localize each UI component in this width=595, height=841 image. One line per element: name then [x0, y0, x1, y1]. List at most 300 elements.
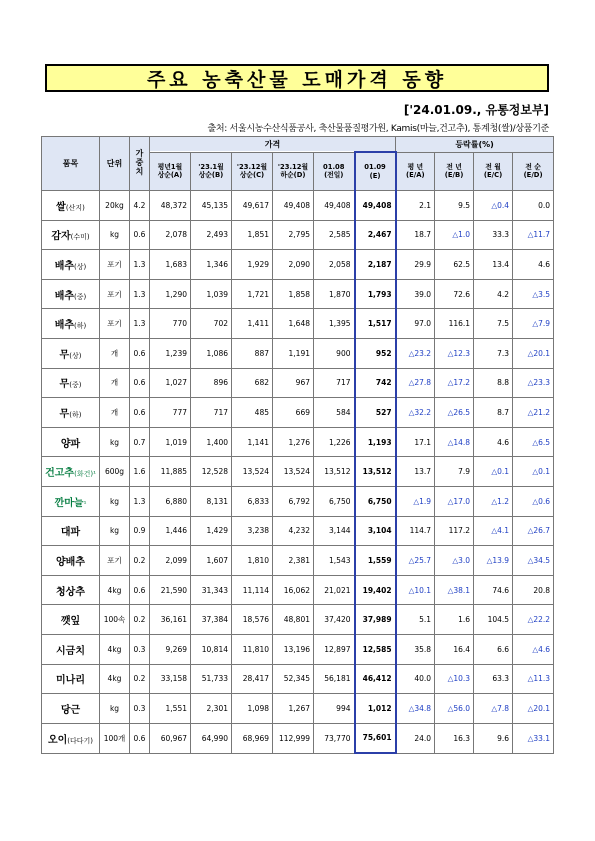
item-name [42, 694, 100, 724]
header-price-col-1-line1: '23.1월 [198, 162, 224, 171]
rate-cell: 63.3 [474, 664, 513, 694]
item-name-text: 당근 [60, 704, 81, 716]
header-price-col-2-line2: 상순(C) [239, 171, 265, 180]
price-cell: 46,412 [355, 664, 396, 694]
item-unit: kg [100, 220, 130, 250]
price-cell: 12,585 [355, 634, 396, 664]
header-price-col-4-line2: (전일) [324, 171, 344, 180]
rate-cell: △7.9 [513, 309, 554, 339]
price-cell: 28,417 [232, 664, 273, 694]
header-price-col-3 [273, 152, 314, 191]
rate-cell: 114.7 [396, 516, 435, 546]
header-price-col-3-line1: '23.12월 [277, 162, 309, 171]
price-cell: 702 [191, 309, 232, 339]
price-cell: 2,301 [191, 694, 232, 724]
header-rate-col-2-line2: (E/C) [483, 171, 503, 180]
price-cell: 31,343 [191, 575, 232, 605]
price-cell: 1,191 [273, 338, 314, 368]
price-cell: 12,528 [191, 457, 232, 487]
price-cell: 742 [355, 368, 396, 398]
price-cell: 1,027 [150, 368, 191, 398]
rate-cell: 72.6 [435, 279, 474, 309]
table-row [42, 368, 554, 398]
rate-cell: 35.8 [396, 634, 435, 664]
rate-cell: 6.6 [474, 634, 513, 664]
price-cell: 68,969 [232, 723, 273, 753]
price-cell: 1,929 [232, 250, 273, 280]
rate-cell: △25.7 [396, 546, 435, 576]
price-cell: 52,345 [273, 664, 314, 694]
table-row [42, 457, 554, 487]
item-weight: 1.3 [130, 486, 150, 516]
item-name [42, 398, 100, 428]
page-title: 주요 농축산물 도매가격 동향 [146, 68, 448, 91]
price-cell: 13,524 [232, 457, 273, 487]
price-cell: 6,750 [314, 486, 355, 516]
price-cell: 1,012 [355, 694, 396, 724]
rate-cell: △0.1 [513, 457, 554, 487]
price-cell: 994 [314, 694, 355, 724]
price-cell: 770 [150, 309, 191, 339]
header-price-col-4-line1: 01.08 [323, 162, 345, 171]
item-name-text: 건고추 [45, 468, 75, 480]
header-rate-col-1-line2: (E/B) [444, 171, 464, 180]
rate-cell: 117.2 [435, 516, 474, 546]
source-note: 출처: 서울시농수산식품공사, 축산물품질평가원, Kamis(마늘,건고추), 통계청(쌀)/상품기준 [207, 124, 549, 134]
table-row [42, 723, 554, 753]
item-weight: 0.6 [130, 575, 150, 605]
header-price-col-0-line1: 평년1월 [157, 162, 183, 171]
rate-cell: △21.2 [513, 398, 554, 428]
rate-cell: 40.0 [396, 664, 435, 694]
rate-cell: △22.2 [513, 605, 554, 635]
price-cell: 2,585 [314, 220, 355, 250]
item-qualifier: (상) [74, 262, 87, 271]
price-cell: 45,135 [191, 191, 232, 221]
item-name-text: 무 [59, 379, 70, 391]
item-name [42, 279, 100, 309]
item-name-text: 배추 [54, 290, 75, 302]
item-weight: 0.2 [130, 605, 150, 635]
item-name [42, 605, 100, 635]
header-price-col-1 [191, 152, 232, 191]
price-cell: 13,512 [355, 457, 396, 487]
price-cell: 1,517 [355, 309, 396, 339]
rate-cell: △26.7 [513, 516, 554, 546]
item-name-text: 미나리 [56, 675, 85, 687]
table-row [42, 605, 554, 635]
rate-cell: △0.6 [513, 486, 554, 516]
price-cell: 1,543 [314, 546, 355, 576]
title-box [45, 64, 549, 92]
price-cell: 48,801 [273, 605, 314, 635]
item-unit: 4kg [100, 634, 130, 664]
table-row [42, 279, 554, 309]
item-unit: kg [100, 694, 130, 724]
header-rate-col-3-line1: 전 순 [525, 162, 541, 171]
price-cell: 1,683 [150, 250, 191, 280]
price-cell: 777 [150, 398, 191, 428]
rate-cell: △10.1 [396, 575, 435, 605]
price-cell: 10,814 [191, 634, 232, 664]
header-price-col-5-line1: 01.09 [364, 163, 386, 172]
table-row [42, 191, 554, 221]
item-name [42, 575, 100, 605]
header-price-col-0 [150, 152, 191, 191]
price-cell: 967 [273, 368, 314, 398]
item-weight: 0.6 [130, 723, 150, 753]
table-row [42, 486, 554, 516]
price-cell: 8,131 [191, 486, 232, 516]
rate-cell: 0.0 [513, 191, 554, 221]
item-unit: 개 [100, 368, 130, 398]
price-cell: 1,039 [191, 279, 232, 309]
rate-cell: △20.1 [513, 338, 554, 368]
item-name [42, 486, 100, 516]
price-cell: 1,429 [191, 516, 232, 546]
item-name [42, 634, 100, 664]
header-item: 품목 [42, 137, 100, 191]
item-weight: 1.6 [130, 457, 150, 487]
price-cell: 33,158 [150, 664, 191, 694]
rate-cell: 4.6 [513, 250, 554, 280]
price-cell: 11,810 [232, 634, 273, 664]
table-row [42, 427, 554, 457]
price-cell: 64,990 [191, 723, 232, 753]
price-cell: 1,267 [273, 694, 314, 724]
item-name [42, 664, 100, 694]
table-row [42, 575, 554, 605]
price-cell: 2,493 [191, 220, 232, 250]
header-rate-col-3-line2: (E/D) [523, 171, 543, 180]
rate-cell: 5.1 [396, 605, 435, 635]
item-qualifier: (중) [74, 292, 87, 301]
header-price-col-5 [355, 152, 396, 191]
item-unit: 포기 [100, 546, 130, 576]
rate-cell: △3.5 [513, 279, 554, 309]
item-qualifier: (하) [69, 410, 82, 419]
item-name [42, 723, 100, 753]
header-unit: 단위 [100, 137, 130, 191]
price-cell: 6,750 [355, 486, 396, 516]
item-weight: 1.3 [130, 309, 150, 339]
item-name-text: 무 [59, 349, 70, 361]
price-cell: 527 [355, 398, 396, 428]
rate-cell: △38.1 [435, 575, 474, 605]
rate-cell: 16.4 [435, 634, 474, 664]
table-row [42, 309, 554, 339]
price-cell: 48,372 [150, 191, 191, 221]
price-cell: 49,408 [273, 191, 314, 221]
rate-cell: 8.8 [474, 368, 513, 398]
price-cell: 4,232 [273, 516, 314, 546]
price-cell: 13,512 [314, 457, 355, 487]
price-cell: 60,967 [150, 723, 191, 753]
item-weight: 0.2 [130, 664, 150, 694]
item-qualifier: (중) [69, 381, 82, 390]
item-name [42, 309, 100, 339]
header-rate-col-1-line1: 전 년 [446, 162, 462, 171]
item-name-text: 양배추 [56, 556, 85, 568]
table-row [42, 220, 554, 250]
header-price-col-5-line2: (E) [369, 171, 381, 180]
price-cell: 2,058 [314, 250, 355, 280]
price-cell: 1,395 [314, 309, 355, 339]
item-name-text: 배추 [54, 260, 75, 272]
price-cell: 1,141 [232, 427, 273, 457]
item-weight: 0.7 [130, 427, 150, 457]
item-name [42, 250, 100, 280]
price-cell: 3,144 [314, 516, 355, 546]
rate-cell: △34.8 [396, 694, 435, 724]
price-cell: 1,019 [150, 427, 191, 457]
header-rate-col-0-line1: 평 년 [407, 162, 424, 171]
item-weight: 0.9 [130, 516, 150, 546]
rate-cell: 74.6 [474, 575, 513, 605]
price-cell: 2,467 [355, 220, 396, 250]
price-cell: 2,078 [150, 220, 191, 250]
item-unit: 100개 [100, 723, 130, 753]
rate-cell: △33.1 [513, 723, 554, 753]
price-cell: 1,559 [355, 546, 396, 576]
date-info: ['24.01.09., 유통정보부] [403, 103, 549, 117]
price-cell: 1,446 [150, 516, 191, 546]
price-cell: 49,408 [314, 191, 355, 221]
price-cell: 11,114 [232, 575, 273, 605]
rate-cell: 7.5 [474, 309, 513, 339]
price-cell: 2,795 [273, 220, 314, 250]
rate-cell: 18.7 [396, 220, 435, 250]
price-cell: 1,290 [150, 279, 191, 309]
rate-cell: 9.5 [435, 191, 474, 221]
rate-cell: △6.5 [513, 427, 554, 457]
rate-cell: △11.3 [513, 664, 554, 694]
rate-cell: 62.5 [435, 250, 474, 280]
price-cell: 669 [273, 398, 314, 428]
item-unit: 개 [100, 398, 130, 428]
price-cell: 1,607 [191, 546, 232, 576]
price-cell: 2,099 [150, 546, 191, 576]
price-cell: 1,239 [150, 338, 191, 368]
item-qualifier: (다다기) [67, 736, 94, 745]
table-row [42, 664, 554, 694]
price-cell: 37,420 [314, 605, 355, 635]
price-cell: 1,858 [273, 279, 314, 309]
item-name [42, 191, 100, 221]
item-unit: kg [100, 516, 130, 546]
item-name-text: 오이 [47, 734, 68, 746]
rate-cell: 20.8 [513, 575, 554, 605]
rate-cell: 9.6 [474, 723, 513, 753]
item-qualifier: (상) [69, 351, 82, 360]
item-weight: 1.3 [130, 279, 150, 309]
price-cell: 37,989 [355, 605, 396, 635]
header-price-col-0-line2: 상순(A) [157, 171, 183, 180]
header-rate-col-3 [513, 152, 554, 191]
price-cell: 56,181 [314, 664, 355, 694]
item-name [42, 427, 100, 457]
rate-cell: 97.0 [396, 309, 435, 339]
rate-cell: △12.3 [435, 338, 474, 368]
rate-cell: 16.3 [435, 723, 474, 753]
item-qualifier: ¹ [83, 499, 87, 508]
price-cell: 1,551 [150, 694, 191, 724]
price-cell: 1,098 [232, 694, 273, 724]
rate-cell: 7.9 [435, 457, 474, 487]
item-name-text: 양파 [60, 438, 81, 450]
item-name-text: 무 [59, 408, 70, 420]
rate-cell: 7.3 [474, 338, 513, 368]
rate-cell: 8.7 [474, 398, 513, 428]
item-name-text: 깐마늘 [54, 497, 84, 509]
rate-cell: △17.2 [435, 368, 474, 398]
rate-cell: 29.9 [396, 250, 435, 280]
item-unit: kg [100, 427, 130, 457]
rate-cell: △27.8 [396, 368, 435, 398]
price-cell: 3,238 [232, 516, 273, 546]
rate-cell: △1.2 [474, 486, 513, 516]
price-cell: 1,810 [232, 546, 273, 576]
rate-cell: △10.3 [435, 664, 474, 694]
item-name [42, 368, 100, 398]
price-cell: 37,384 [191, 605, 232, 635]
price-cell: 1,346 [191, 250, 232, 280]
rate-cell: △7.8 [474, 694, 513, 724]
rate-cell: △32.2 [396, 398, 435, 428]
price-table [41, 136, 554, 754]
rate-cell: △14.8 [435, 427, 474, 457]
price-cell: 6,880 [150, 486, 191, 516]
header-rate-col-1 [435, 152, 474, 191]
price-cell: 896 [191, 368, 232, 398]
item-name-text: 쌀 [56, 201, 66, 213]
item-unit: 포기 [100, 309, 130, 339]
price-cell: 2,187 [355, 250, 396, 280]
price-cell: 21,590 [150, 575, 191, 605]
price-cell: 900 [314, 338, 355, 368]
price-cell: 1,400 [191, 427, 232, 457]
price-cell: 485 [232, 398, 273, 428]
rate-cell: △23.2 [396, 338, 435, 368]
item-unit: kg [100, 486, 130, 516]
price-cell: 1,648 [273, 309, 314, 339]
rate-cell: △23.3 [513, 368, 554, 398]
price-cell: 51,733 [191, 664, 232, 694]
rate-cell: 24.0 [396, 723, 435, 753]
item-qualifier: (산지) [65, 203, 85, 212]
price-cell: 1,276 [273, 427, 314, 457]
price-cell: 3,104 [355, 516, 396, 546]
price-cell: 9,269 [150, 634, 191, 664]
item-name [42, 457, 100, 487]
table-row [42, 516, 554, 546]
price-cell: 1,193 [355, 427, 396, 457]
rate-cell: △0.1 [474, 457, 513, 487]
header-weight: 가중치 [130, 137, 150, 191]
price-cell: 16,062 [273, 575, 314, 605]
item-name-text: 깻잎 [60, 616, 81, 628]
header-price-col-2-line1: '23.12월 [236, 162, 268, 171]
item-weight: 0.2 [130, 546, 150, 576]
table-row [42, 338, 554, 368]
price-cell: 717 [191, 398, 232, 428]
item-qualifier: (수미) [70, 233, 90, 242]
header-rate-col-0 [396, 152, 435, 191]
price-cell: 49,408 [355, 191, 396, 221]
price-cell: 2,090 [273, 250, 314, 280]
item-unit: 개 [100, 338, 130, 368]
rate-cell: 13.4 [474, 250, 513, 280]
rate-cell: △13.9 [474, 546, 513, 576]
rate-cell: △17.0 [435, 486, 474, 516]
item-qualifier: (화건)¹ [74, 470, 96, 479]
table-row [42, 546, 554, 576]
header-rate-col-0-line2: (E/A) [406, 171, 425, 180]
header-price-group: 가격 [150, 137, 396, 153]
header-price-col-1-line2: 상순(B) [198, 171, 224, 180]
rate-cell: 104.5 [474, 605, 513, 635]
item-unit: 20kg [100, 191, 130, 221]
item-weight: 0.6 [130, 398, 150, 428]
table-row [42, 694, 554, 724]
price-cell: 36,161 [150, 605, 191, 635]
price-cell: 1,086 [191, 338, 232, 368]
header-rate-col-2-line1: 전 월 [485, 162, 501, 171]
price-cell: 49,617 [232, 191, 273, 221]
item-weight: 0.3 [130, 694, 150, 724]
price-cell: 18,576 [232, 605, 273, 635]
rate-cell: △4.6 [513, 634, 554, 664]
header-rate-group: 등락률(%) [396, 137, 554, 153]
item-weight: 4.2 [130, 191, 150, 221]
rate-cell: △11.7 [513, 220, 554, 250]
table-row [42, 634, 554, 664]
price-cell: 1,793 [355, 279, 396, 309]
rate-cell: △56.0 [435, 694, 474, 724]
rate-cell: △1.0 [435, 220, 474, 250]
header-price-col-3-line2: 하순(D) [280, 171, 306, 180]
rate-cell: △1.9 [396, 486, 435, 516]
rate-cell: 39.0 [396, 279, 435, 309]
rate-cell: △0.4 [474, 191, 513, 221]
header-price-col-2 [232, 152, 273, 191]
item-unit: 600g [100, 457, 130, 487]
item-name [42, 546, 100, 576]
item-name-text: 청상추 [56, 586, 85, 598]
price-cell: 13,196 [273, 634, 314, 664]
price-cell: 73,770 [314, 723, 355, 753]
price-cell: 6,833 [232, 486, 273, 516]
item-name [42, 220, 100, 250]
item-unit: 포기 [100, 279, 130, 309]
rate-cell: 33.3 [474, 220, 513, 250]
rate-cell: 13.7 [396, 457, 435, 487]
item-name [42, 516, 100, 546]
item-name-text: 시금치 [56, 645, 85, 657]
item-name-text: 대파 [60, 527, 81, 539]
header-rate-col-2 [474, 152, 513, 191]
price-cell: 1,851 [232, 220, 273, 250]
header-price-col-4 [314, 152, 355, 191]
item-weight: 0.6 [130, 220, 150, 250]
price-cell: 19,402 [355, 575, 396, 605]
item-unit: 4kg [100, 664, 130, 694]
price-cell: 112,999 [273, 723, 314, 753]
rate-cell: △20.1 [513, 694, 554, 724]
table-row [42, 250, 554, 280]
table-row [42, 398, 554, 428]
price-cell: 11,885 [150, 457, 191, 487]
